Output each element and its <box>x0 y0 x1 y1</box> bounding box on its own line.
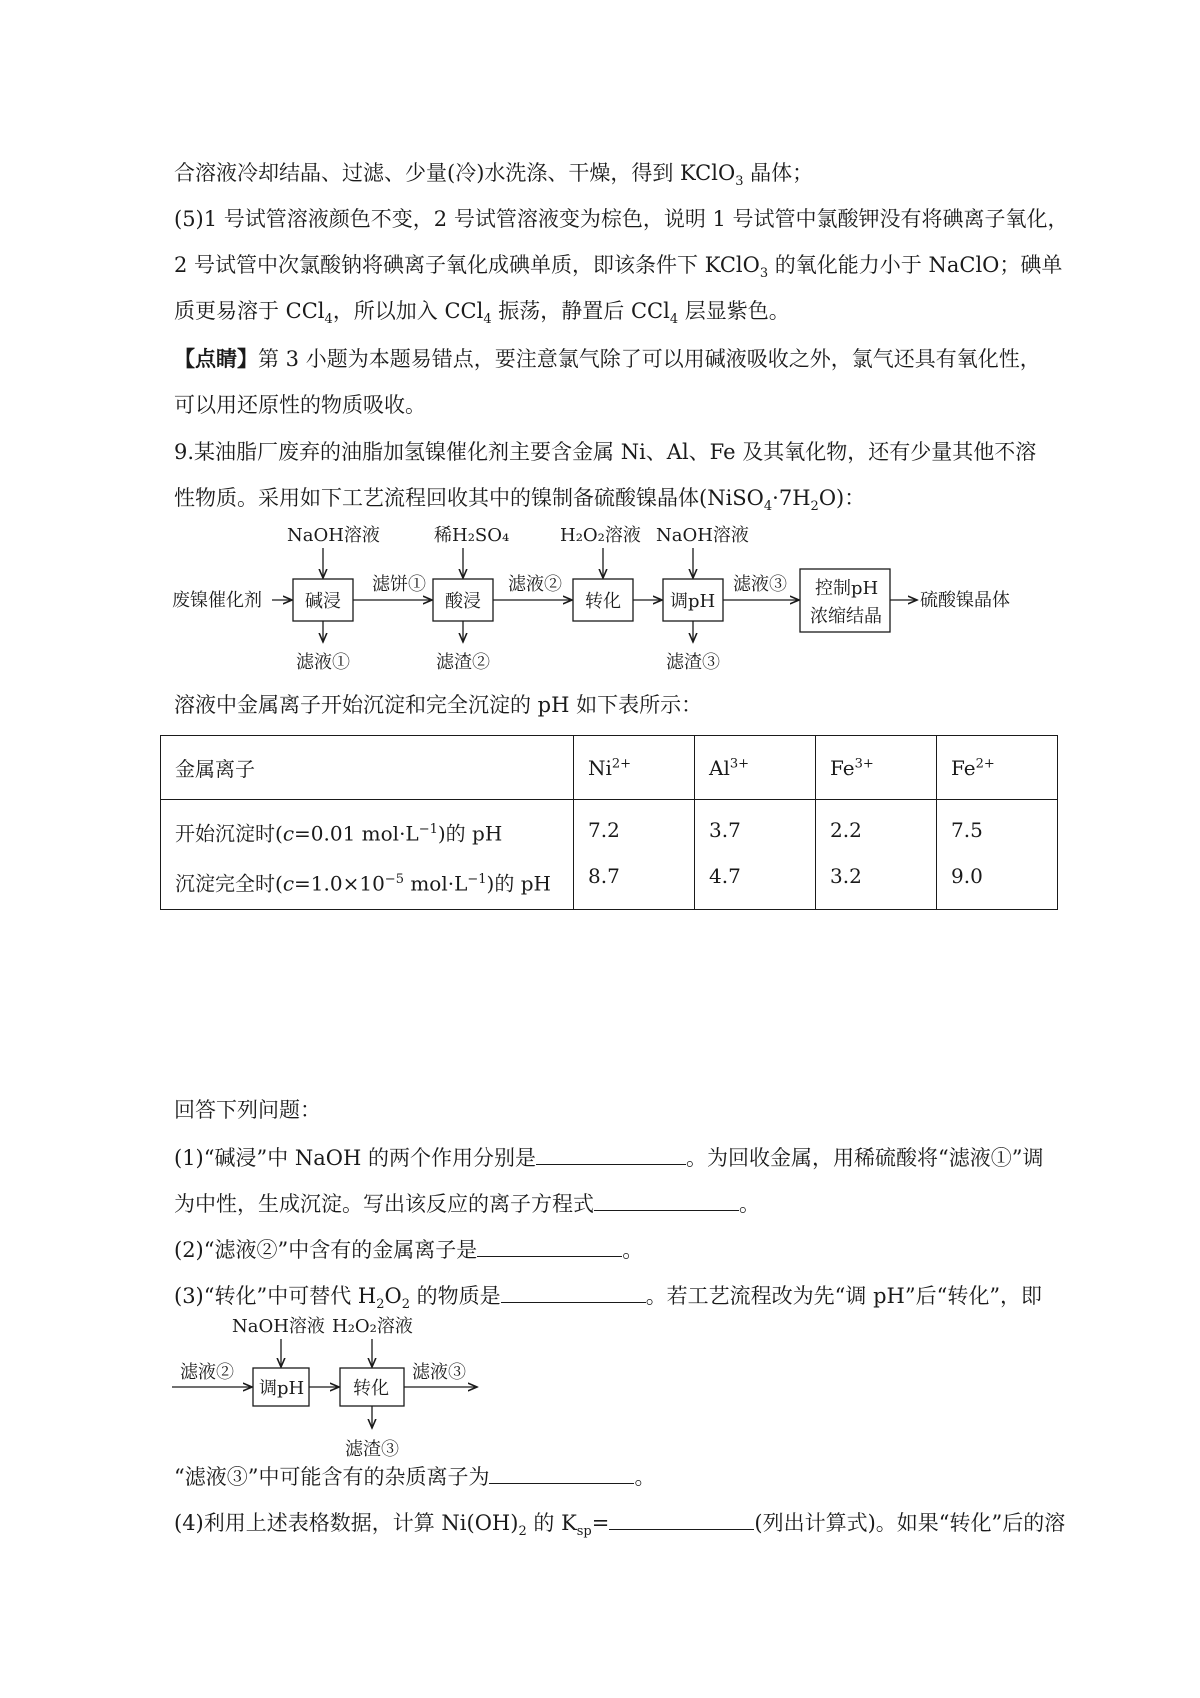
answer-blank-1[interactable] <box>536 1142 686 1165</box>
output-2: 滤渣② <box>436 652 490 673</box>
fe3-values: 2.2 3.2 <box>816 800 937 910</box>
box-label-alkali: 碱浸 <box>305 591 341 612</box>
header-fe2: $Fe^{2+}$ <box>937 736 1058 800</box>
text-line-3: 2 号试管中次氯酸钠将碘离子氧化成碘单质，即该条件下 KClO$_3$ 的氧化能力小于 NaClO；碘单 <box>174 253 1063 282</box>
answer-blank-3[interactable] <box>477 1234 622 1257</box>
flow2-reagent-2: H₂O₂溶液 <box>332 1316 413 1337</box>
header-fe3: $Fe^{3+}$ <box>816 736 937 800</box>
input-label: 废镍催化剂 <box>172 590 262 611</box>
q1-line-2: 为中性，生成沉淀。写出该反应的离子方程式 。 <box>174 1188 760 1219</box>
alternate-flow-diagram <box>0 1315 700 1465</box>
output-1: 滤液① <box>296 652 350 673</box>
question-9-line-2: 性物质。采用如下工艺流程回收其中的镍制备硫酸镍晶体$(NiSO_4\cdot 7H_2O)$： <box>174 486 866 515</box>
row-labels: 开始沉淀时(c=0.01 $mol\cdot L^{-1}$)的 pH 沉淀完全时($c=1.0\times 10^{-5}$ $mol\cdot L^{-1}$)的 pH <box>161 800 574 910</box>
text-line-4: 质更易溶于 CCl$_4$，所以加入 CCl$_4$ 振荡，静置后 CCl$_4$ 层显紫色。 <box>174 299 790 328</box>
header-ni: $Ni^{2+}$ <box>574 736 695 800</box>
box-label-convert: 转化 <box>585 591 621 612</box>
q2-line: (2)“滤液②”中含有的金属离子是 。 <box>174 1234 643 1265</box>
box-label-concentrate: 浓缩结晶 <box>810 606 882 627</box>
answer-blank-4[interactable] <box>501 1280 646 1303</box>
text-line-1: 合溶液冷却结晶、过滤、少量(冷)水洗涤、干燥，得到 KClO$_3$ 晶体； <box>174 161 814 190</box>
al-values: 3.7 4.7 <box>695 800 816 910</box>
reagent-2: 稀H₂SO₄ <box>434 525 510 546</box>
output-3: 滤渣③ <box>666 652 720 673</box>
flow2-waste: 滤渣③ <box>345 1439 399 1460</box>
question-9-line-1: 9.某油脂厂废弃的油脂加氢镍催化剂主要含金属 Ni、Al、Fe 及其氧化物，还有少量其他不溶 <box>174 440 1037 464</box>
stream-3: 滤液③ <box>733 574 787 595</box>
tip-line-1: 【点睛】第 3 小题为本题易错点，要注意氯气除了可以用碱液吸收之外，氯气还具有氧化性， <box>174 346 1041 371</box>
tip-line-2: 可以用还原性的物质吸收。 <box>174 393 426 417</box>
header-ion: 金属离子 <box>161 736 574 800</box>
process-flow-diagram <box>0 520 1200 700</box>
flow2-output: 滤液③ <box>412 1362 466 1383</box>
text-line-2: (5)1 号试管溶液颜色不变，2 号试管溶液变为棕色，说明 1 号试管中氯酸钾没有将碘离子氧化， <box>174 207 1069 231</box>
flow2-box-convert: 转化 <box>353 1378 389 1399</box>
flow2-box-adjust: 调pH <box>259 1378 305 1399</box>
header-al: $Al^{3+}$ <box>695 736 816 800</box>
box-label-adjust: 调pH <box>670 591 716 612</box>
reagent-1: NaOH溶液 <box>287 525 380 546</box>
reagent-4: NaOH溶液 <box>656 525 749 546</box>
q3-line-2: “滤液③”中可能含有的杂质离子为 。 <box>174 1461 655 1492</box>
ni-values: 7.2 8.7 <box>574 800 695 910</box>
ph-table <box>160 735 1058 910</box>
stream-1: 滤饼① <box>372 574 426 595</box>
answer-blank-5[interactable] <box>489 1461 634 1484</box>
box-label-control: 控制pH <box>815 578 879 599</box>
product-label: 硫酸镍晶体 <box>920 590 1010 611</box>
flow2-reagent-1: NaOH溶液 <box>232 1316 325 1337</box>
answer-blank-6[interactable] <box>609 1507 754 1530</box>
q1-line-1: (1)“碱浸”中 NaOH 的两个作用分别是 。为回收金属，用稀硫酸将“滤液①”调 <box>174 1142 1043 1173</box>
table-intro: 溶液中金属离子开始沉淀和完全沉淀的 pH 如下表所示： <box>174 693 703 717</box>
flow2-input: 滤液② <box>180 1362 234 1383</box>
q3-line: (3)“转化”中可替代 $H_2O_2$ 的物质是 。若工艺流程改为先“调 pH”后“转化”，即 <box>174 1280 1042 1320</box>
table-data-row <box>161 800 1058 910</box>
q4-line: (4)利用上述表格数据，计算 $Ni(OH)_2$ 的 $K_{sp}=$ (列出计算式)。如果“转化”后的溶 <box>174 1507 1065 1547</box>
table-header-row <box>161 736 1058 800</box>
answer-blank-2[interactable] <box>594 1188 739 1211</box>
box-label-acid: 酸浸 <box>445 591 481 612</box>
answer-intro: 回答下列问题： <box>174 1098 321 1122</box>
fe2-values: 7.5 9.0 <box>937 800 1058 910</box>
stream-2: 滤液② <box>508 574 562 595</box>
reagent-3: H₂O₂溶液 <box>560 525 641 546</box>
